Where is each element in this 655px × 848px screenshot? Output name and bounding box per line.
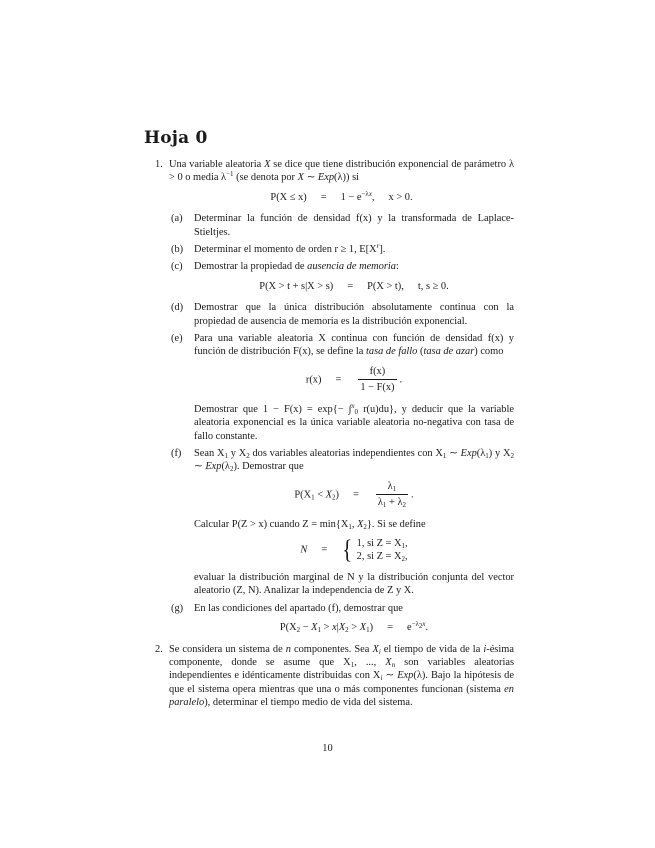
exercise-list: [150, 158, 514, 710]
hazard-fraction: $\frac{f(x)}{1 - F(x)}$: [360, 365, 395, 394]
difference-equation: $P(X_2 - X_1 > x|X_2 > X_1) = e^{-\lambda_2x}$.: [279, 620, 429, 635]
min-probability-equation: $P(X_1 < X_2)$ = $\frac{\lambda_1}{\lambda_1 + \lambda_2}$ .: [294, 480, 414, 510]
part-d: (d) Demostrar que la única distribución absolutamente continua con la propiedad de ausencia de memoria es la distribución exponencial.: [171, 302, 514, 327]
problem-1: [150, 158, 514, 635]
problem-2: 2. Se considera un sistema de n componentes. Sea $X_i$ el tiempo de vida de la i-ésima componente, donde se asume que $X_1$, ..., $X_n$ son variables aleatorias independientes e idénticamente distribuidas con $X_i$ ∼ Exp(λ). Bajo la hipótesis de que el sistema opera mientras que una o más componentes funcionan (sistema en paralelo), determinar el tiempo medio de vida del sistema.: [155, 643, 514, 709]
part-f-min: Calcular P(Z > x) cuando $Z = \min\{X_1$, $X_2$}. Si se define: [194, 518, 426, 531]
indicator-equation: N = { 1, si $Z = X_1$, 2, si $Z = X_2$,: [300, 534, 408, 564]
cdf-equation: $P(X \le x) = 1 - e^{-\lambda x}$, x > 0.: [270, 189, 413, 203]
part-a: (a) Determinar la función de densidad f(x) y la transformada de Laplace-Stieltjes.: [171, 213, 514, 238]
part-e: (e) Para una variable aleatoria X continua con función de densidad f(x) y función de distribución F(x), se define la tasa de fallo (tasa de azar) como r(x) = $\frac{f(x)}{1 - F(x)}$ . Demostrar que 1 − F(x) = exp{− ∫$^x_0$ r(u)du}, y deducir que la variable aleatoria exponencial es la única variable aleatoria no-negativa con tasa de fallo constante.: [171, 333, 514, 442]
part-g: (g) En las condiciones del apartado (f), demostrar que $P(X_2 - X_1 > x|X_2 > X_1) = e^{-\lambda_2x}$.: [169, 602, 514, 635]
page-number: 10: [322, 743, 333, 754]
part-c: (c) Demostrar la propiedad de ausencia de memoria: P(X > t + s|X > s) = P(X > t), t, s ≥ 0.: [169, 260, 514, 293]
left-brace: {: [342, 534, 353, 564]
problem-1-intro: Una variable aleatoria X se dice que tiene distribución exponencial de parámetro λ > 0 o media $\lambda^{-1}$ (se denota por X ∼ Exp(λ)) si: [169, 159, 514, 184]
part-b: (b) Determinar el momento de orden r ≥ 1, $E[X^r]$.: [171, 242, 386, 256]
problem-number: 2.: [155, 643, 163, 655]
part-f-marginal: evaluar la distribución marginal de N y la distribución conjunta del vector aleatorio (Z, N). Analizar la independencia de Z y X.: [194, 571, 514, 597]
memoryless-equation: P(X > t + s|X > s) = P(X > t), t, s ≥ 0.: [259, 280, 449, 292]
part-e-proof: Demostrar que 1 − F(x) = exp{− ∫$^x_0$ r(u)du}, y deducir que la variable aleatoria exponencial es la única variable aleatoria no-negativa con tasa de fallo constante.: [194, 401, 514, 442]
part-f: (f) Sean $X_1$ y $X_2$ dos variables aleatorias independientes con $X_1$ ∼ $Exp(\lambda_1)$ y $X_2$ ∼ $Exp(\lambda_2)$. Demostrar que $P(X_1 < X_2)$ = $\frac{\lambda_1}{\lambda_1 + \lambda_2}$ . Calcular P(Z > x) cuando $Z = \min\{X_1$, $X_2$}. Si se define N = { 1, si $Z = X_1$, 2, si $Z = X_2$, evaluar la distribución marginal de N y la distribución conjunta del vector aleatorio (Z, N). Analizar la independencia de Z y X.: [171, 447, 514, 597]
sheet-title: Hoja 0: [144, 128, 208, 148]
rate-fraction: $\frac{\lambda_1}{\lambda_1 + \lambda_2}$: [377, 480, 407, 510]
hazard-rate-equation: r(x) = $\frac{f(x)}{1 - F(x)}$ .: [305, 365, 403, 394]
problem-number: 1.: [155, 159, 163, 170]
